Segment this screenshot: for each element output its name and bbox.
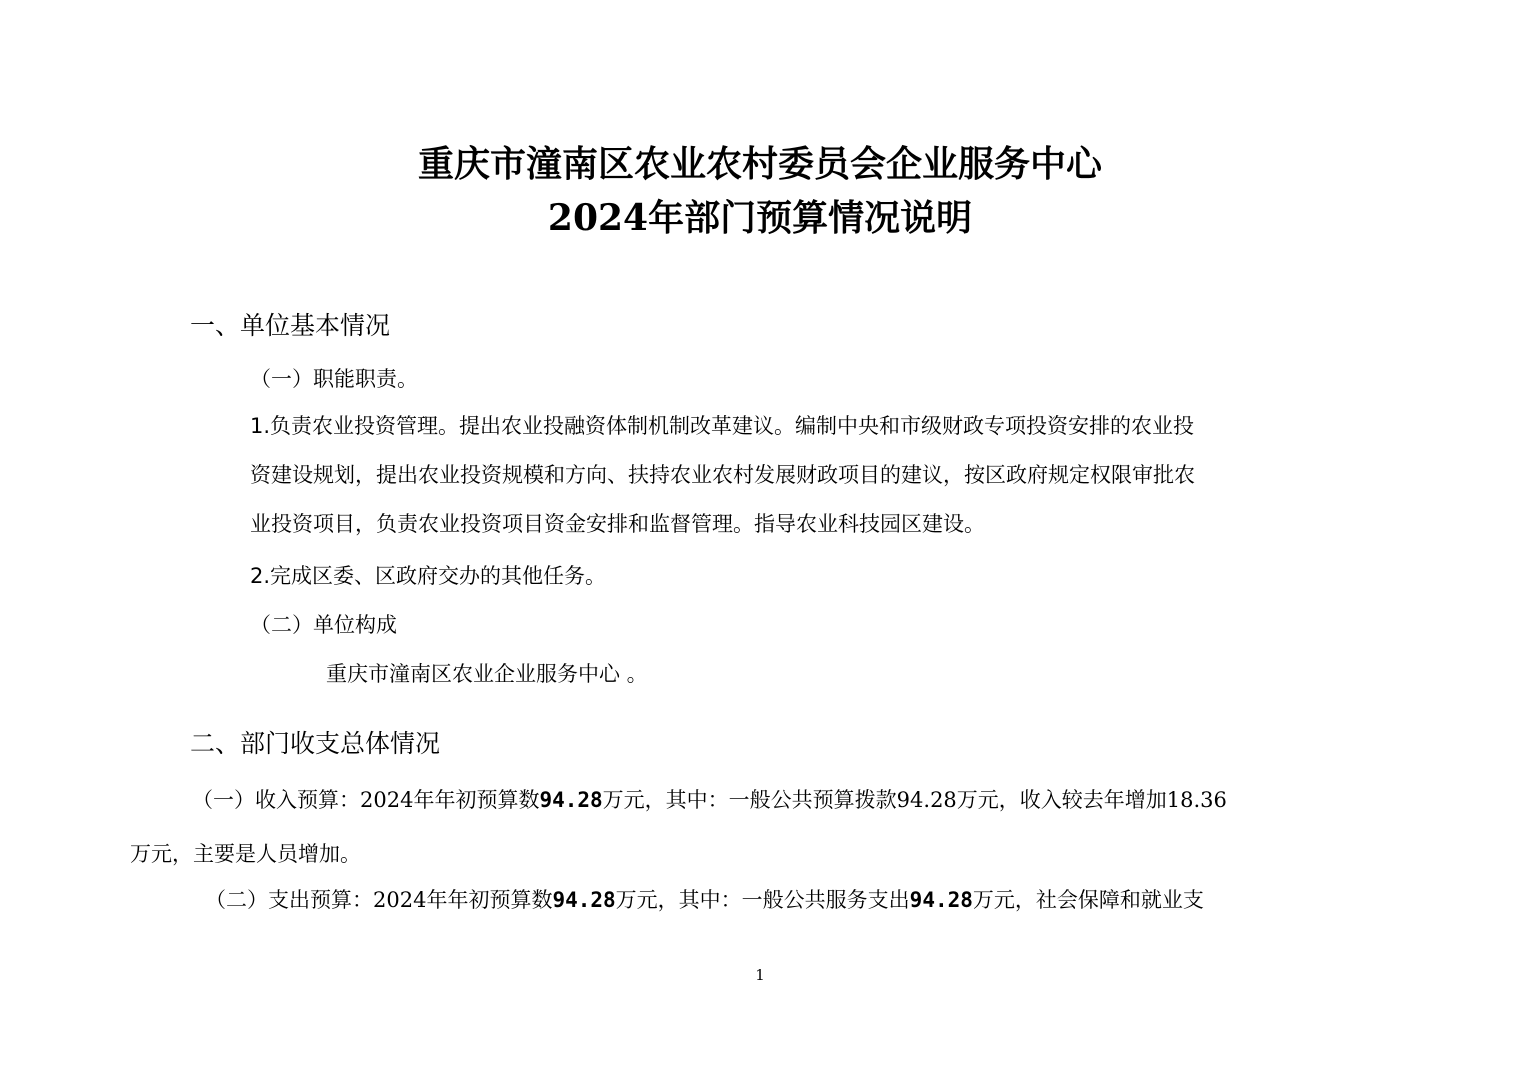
expense-value1: 94.28 [552, 888, 616, 912]
section1-heading: 一、单位基本情况 [190, 311, 391, 340]
document-title-line1: 重庆市潼南区农业农村委员会企业服务中心 [417, 143, 1102, 185]
unit-name: 重庆市潼南区农业企业服务中心 。 [326, 662, 648, 686]
section1-para1-line3: 业投资项目，负责农业投资项目资金安排和监督管理。指导农业科技园区建设。 [250, 512, 985, 536]
income-line1 [192, 784, 1227, 814]
income-line2: 万元，主要是人员增加。 [130, 842, 361, 866]
section2-heading: 二、部门收支总体情况 [190, 729, 441, 758]
expense-value2: 94.28 [909, 888, 973, 912]
income-text-b: 万元，其中：一般公共预算拨款94.28万元，收入较去年增加18.36 [602, 788, 1227, 812]
document-title-line2: 2024年部门预算情况说明 [547, 197, 973, 239]
income-value: 94.28 [539, 788, 603, 812]
expense-text-b: 万元，其中：一般公共服务支出 [615, 888, 910, 912]
section1-para2: 2.完成区委、区政府交办的其他任务。 [250, 564, 607, 588]
income-text-a: （一）收入预算：2024年年初预算数 [192, 788, 540, 812]
section1-para1-line1: 1.负责农业投资管理。提出农业投融资体制机制改革建议。编制中央和市级财政专项投资安排的农业投 [250, 414, 1195, 438]
expense-text-a: （二）支出预算：2024年年初预算数 [205, 888, 553, 912]
expense-line1 [205, 884, 1204, 914]
section1-sub1: （一）职能职责。 [250, 367, 418, 391]
expense-text-c: 万元，社会保障和就业支 [972, 888, 1204, 912]
section1-sub2: （二）单位构成 [250, 613, 397, 637]
page-number: 1 [755, 966, 765, 984]
section1-para1-line2: 资建设规划，提出农业投资规模和方向、扶持农业农村发展财政项目的建议，按区政府规定权限审批农 [250, 463, 1195, 487]
